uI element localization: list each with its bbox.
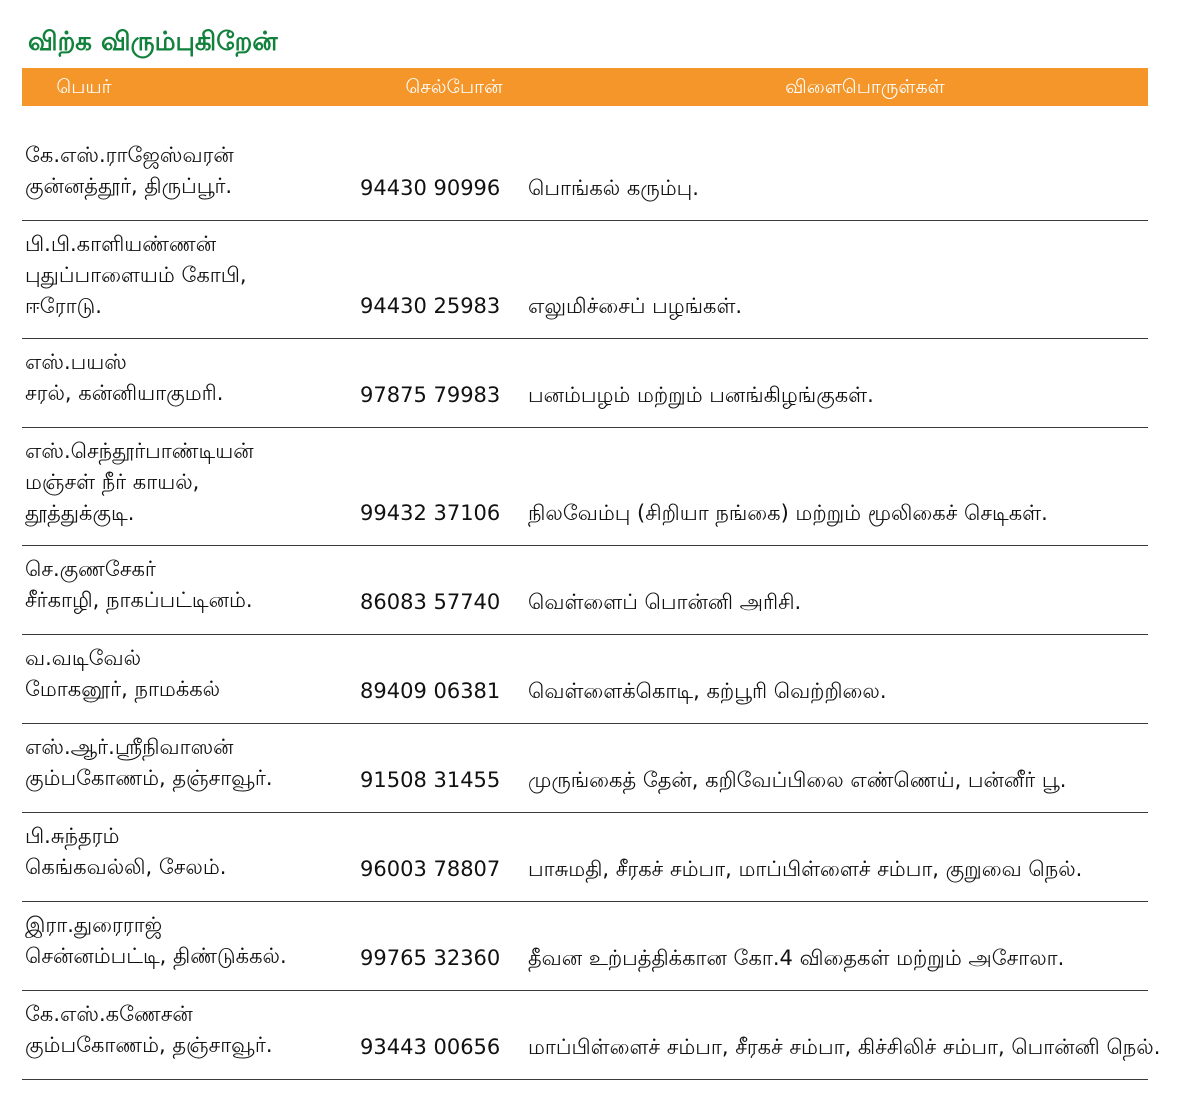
seller-address-line: சென்னம்பட்டி, திண்டுக்கல். [25, 944, 287, 968]
seller-name-cell [25, 821, 226, 883]
seller-name: எஸ்.ஆர்.ஸ்ரீநிவாஸன் [25, 735, 234, 759]
table-row [22, 724, 1148, 813]
seller-products: வெள்ளைப் பொன்னி அரிசி. [528, 590, 802, 614]
page-title: விற்க விரும்புகிறேன் [28, 27, 278, 57]
table-row [22, 428, 1148, 546]
seller-address-line: கும்பகோணம், தஞ்சாவூர். [25, 766, 273, 790]
table-row [22, 991, 1161, 1080]
table-row [22, 902, 1148, 991]
seller-products: எலுமிச்சைப் பழங்கள். [528, 294, 743, 318]
seller-name-cell [25, 999, 273, 1061]
seller-phone: 89409 06381 [360, 679, 501, 703]
seller-name: வ.வடிவேல் [25, 646, 142, 670]
seller-name-cell [25, 140, 234, 202]
seller-phone: 91508 31455 [360, 768, 501, 792]
table-row [22, 813, 1148, 902]
seller-name-cell [25, 436, 254, 529]
seller-address-line: கெங்கவல்லி, சேலம். [25, 855, 227, 879]
table-top-spacer [22, 106, 1148, 132]
seller-products: தீவன உற்பத்திக்கான கோ.4 விதைகள் மற்றும் அசோலா. [528, 946, 1065, 970]
seller-name-cell [25, 643, 220, 705]
seller-address-line: கும்பகோணம், தஞ்சாவூர். [25, 1033, 273, 1057]
seller-name: கே.எஸ்.கணேசன் [25, 1002, 193, 1026]
seller-name-cell [25, 554, 253, 616]
column-header-name: பெயர் [56, 76, 112, 98]
table-row [22, 132, 1148, 221]
seller-table [22, 106, 1161, 1080]
seller-address-line: சரல், கன்னியாகுமரி. [25, 381, 224, 405]
seller-products: மாப்பிள்ளைச் சம்பா, சீரகச் சம்பா, கிச்சிலிச் சம்பா, பொன்னி நெல். [528, 1035, 1161, 1059]
seller-products: பொங்கல் கரும்பு. [528, 176, 699, 200]
seller-address-line: குன்னத்தூர், திருப்பூர். [25, 174, 233, 198]
seller-address-line: சீர்காழி, நாகப்பட்டினம். [25, 588, 253, 612]
seller-name-cell [25, 229, 247, 322]
seller-phone: 99432 37106 [360, 501, 501, 525]
seller-products: பாசுமதி, சீரகச் சம்பா, மாப்பிள்ளைச் சம்பா, குறுவை நெல். [528, 857, 1083, 881]
seller-address-line: ஈரோடு. [25, 294, 102, 318]
seller-name: எஸ்.செந்தூர்பாண்டியன் [25, 439, 254, 463]
table-row [22, 221, 1148, 339]
seller-name: எஸ்.பயஸ் [25, 350, 127, 374]
table-row [22, 635, 1148, 724]
seller-phone: 94430 25983 [360, 294, 501, 318]
seller-name-cell [25, 732, 273, 794]
seller-products: பனம்பழம் மற்றும் பனங்கிழங்குகள். [528, 383, 874, 407]
table-header [22, 68, 1148, 106]
seller-products: வெள்ளைக்கொடி, கற்பூரி வெற்றிலை. [528, 679, 887, 703]
table-row [22, 546, 1148, 635]
seller-name: பி.பி.காளியண்ணன் [25, 232, 217, 256]
seller-phone: 96003 78807 [360, 857, 501, 881]
seller-products: முருங்கைத் தேன், கறிவேப்பிலை எண்ணெய், பன்னீர் பூ. [528, 768, 1067, 792]
seller-name: பி.சுந்தரம் [25, 824, 120, 848]
seller-phone: 97875 79983 [360, 383, 501, 407]
seller-address-line: தூத்துக்குடி. [25, 501, 135, 525]
column-header-phone: செல்போன் [405, 76, 503, 98]
seller-phone: 94430 90996 [360, 176, 501, 200]
table-row [22, 339, 1148, 428]
column-header-products: விளைபொருள்கள் [785, 76, 945, 98]
seller-phone: 93443 00656 [360, 1035, 501, 1059]
seller-address-line: மஞ்சள் நீர் காயல், [25, 470, 200, 494]
seller-name: இரா.துரைராஜ் [25, 913, 163, 937]
seller-name-cell [25, 910, 287, 972]
seller-name-cell [25, 347, 223, 409]
seller-name: கே.எஸ்.ராஜேஸ்வரன் [25, 143, 234, 167]
seller-phone: 99765 32360 [360, 946, 501, 970]
seller-products: நிலவேம்பு (சிறியா நங்கை) மற்றும் மூலிகைச் செடிகள். [528, 501, 1048, 525]
seller-phone: 86083 57740 [360, 590, 501, 614]
seller-name: செ.குணசேகர் [25, 557, 156, 581]
seller-address-line: மோகனூர், நாமக்கல் [25, 677, 221, 701]
seller-address-line: புதுப்பாளையம் கோபி, [25, 263, 247, 287]
